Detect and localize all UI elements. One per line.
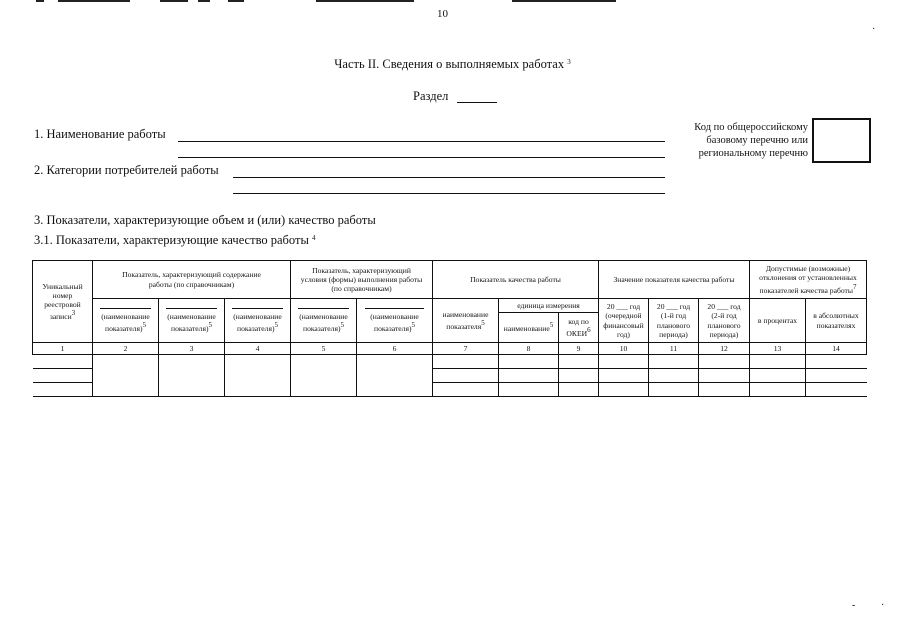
col-num: 6	[357, 343, 433, 355]
title-note: 3	[567, 58, 571, 66]
header-content-2: (наименование показателя)$^5$	[159, 299, 225, 343]
scan-speck: ·	[881, 600, 885, 611]
scan-marks	[0, 0, 905, 6]
header-conditions-line-2: условия (формы) выполнения работы	[300, 274, 423, 284]
header-value-group: Значение показателя качества работы	[599, 261, 750, 299]
code-label	[676, 121, 808, 160]
col-num: 9	[559, 343, 599, 355]
scan-speck: -	[852, 600, 856, 611]
work-name-line-2	[178, 157, 665, 158]
page-number: 10	[437, 8, 448, 20]
heading-3-1-note: 4	[312, 234, 316, 242]
col-num: 8	[499, 343, 559, 355]
header-unique-line-1: Уникальный	[42, 281, 83, 291]
quality-indicators-table	[32, 260, 867, 397]
header-unit-name: наименование$^5$	[499, 313, 559, 343]
header-deviation-group	[750, 261, 867, 299]
header-deviation-line-2: отклонения от установленных	[759, 273, 857, 283]
work-name-label: 1. Наименование работы	[34, 127, 166, 141]
col-num: 5	[291, 343, 357, 355]
header-unique-line-4: записи$^3$	[49, 309, 76, 322]
header-content-line-2: работы (по справочникам)	[148, 279, 235, 289]
col-num: 4	[225, 343, 291, 355]
header-content-group	[93, 261, 291, 299]
header-conditions-1: (наименование показателя)$^5$	[291, 299, 357, 343]
header-quality-name: наименование показателя$^5$	[433, 299, 499, 343]
consumer-categories-label: 2. Категории потребителей работы	[34, 163, 219, 177]
table-row	[33, 355, 867, 369]
col-num: 14	[806, 343, 867, 355]
col-num: 11	[649, 343, 699, 355]
header-content-3: (наименование показателя)$^5$	[225, 299, 291, 343]
code-label-line-1: Код по общероссийскому	[694, 122, 808, 133]
code-box	[812, 118, 871, 163]
heading-3-1-text: 3.1. Показатели, характеризующие качество работы	[34, 233, 309, 247]
header-deviation-line-3: показателей качества работы$^7$	[759, 282, 857, 295]
code-label-line-2: базовому перечню или	[706, 135, 808, 146]
section-number-line	[457, 102, 497, 103]
header-year-1: 20 ___ год (очередной финансовый год)	[599, 299, 649, 343]
col-num: 7	[433, 343, 499, 355]
header-dev-percent: в процентах	[750, 299, 806, 343]
header-unique-line-3: реестровой	[44, 300, 81, 309]
code-label-line-3: региональному перечню	[698, 148, 808, 159]
header-conditions-line-3: (по справочникам)	[331, 284, 392, 294]
header-deviation-line-1: Допустимые (возможные)	[765, 264, 851, 274]
header-conditions-group	[291, 261, 433, 299]
col-num: 3	[159, 343, 225, 355]
title-text: Часть II. Сведения о выполняемых работах	[334, 57, 565, 71]
header-unit-code: код по ОКЕИ$^6$	[559, 313, 599, 343]
consumer-line-2	[233, 193, 665, 194]
page-title	[0, 57, 905, 72]
consumer-line-1	[233, 177, 665, 178]
header-content-1: (наименование показателя)$^5$	[93, 299, 159, 343]
header-dev-absolute: в абсолютных показателях	[806, 299, 867, 343]
col-num: 12	[699, 343, 750, 355]
header-year-3: 20 ___ год (2-й год планового периода)	[699, 299, 750, 343]
header-unique-line-2: номер	[52, 290, 73, 300]
header-unit: единица измерения	[499, 299, 599, 313]
header-conditions-2: (наименование показателя)$^5$	[357, 299, 433, 343]
section-label: Раздел	[413, 89, 449, 103]
col-num: 10	[599, 343, 649, 355]
col-num: 1	[33, 343, 93, 355]
header-unique-number	[33, 261, 93, 343]
heading-3-1	[34, 233, 316, 248]
header-year-2: 20 ___ год (1-й год планового периода)	[649, 299, 699, 343]
header-quality-group: Показатель качества работы	[433, 261, 599, 299]
header-content-line-1: Показатель, характеризующий содержание	[122, 270, 261, 280]
col-num: 2	[93, 343, 159, 355]
header-conditions-line-1: Показатель, характеризующий	[312, 265, 411, 275]
heading-3: 3. Показатели, характеризующие объем и (или) качество работы	[34, 213, 376, 227]
scan-speck: ·	[872, 24, 876, 35]
column-number-row	[33, 343, 867, 355]
col-num: 13	[750, 343, 806, 355]
work-name-line-1	[178, 141, 665, 142]
